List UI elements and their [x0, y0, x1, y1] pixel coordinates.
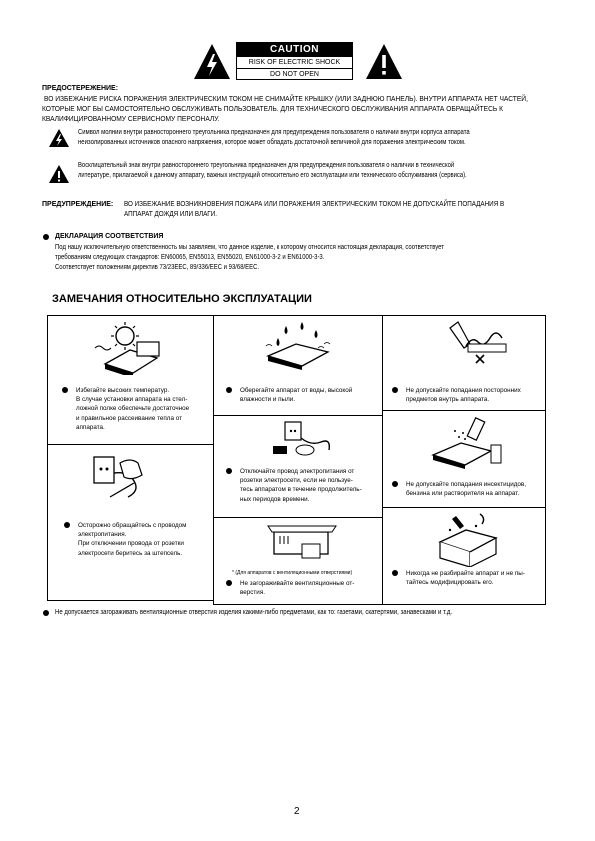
cell-disassembly-line-1: Никогда не разбирайте аппарат и не пы-	[406, 570, 525, 577]
foreign-objects-illustration	[440, 320, 510, 365]
cell-heat-line-4: и правильное рассеивание тепла от	[76, 414, 182, 422]
cell-heat-line-2: В случае установки аппарата на стел-	[76, 396, 188, 404]
caution-label	[236, 42, 353, 80]
bullet-icon	[226, 468, 232, 474]
cell-cord-line-1: Осторожно обращайтесь с проводом	[78, 522, 187, 529]
power-cord-handling-illustration	[90, 453, 165, 508]
cell-cord	[78, 521, 187, 558]
grid-divider-2	[382, 315, 383, 605]
bullet-icon	[226, 580, 232, 586]
cell-unplug	[240, 467, 362, 504]
cell-ventilation-line-2: верстия.	[240, 589, 265, 597]
warning-line-1: ВО ИЗБЕЖАНИЕ РИСКА ПОРАЖЕНИЯ ЭЛЕКТРИЧЕСКИМ ТОКОМ НЕ СНИМАЙТЕ КРЫШКУ (ИЛИ ЗАДНЮЮ ПАНЕЛЬ). ВНУТРИ АППАРАТА НЕТ ЧАСТЕЙ,	[44, 96, 528, 103]
conformity-line-3: Соответствует положениям директив 73/23EEC, 89/336/EEC и 93/68/EEC.	[55, 264, 260, 271]
cell-disassembly	[406, 569, 525, 587]
fire-warning-line-1: ВО ИЗБЕЖАНИЕ ВОЗНИКНОВЕНИЯ ПОЖАРА ИЛИ ПОРАЖЕНИЯ ЭЛЕКТРИЧЕСКИМ ТОКОМ НЕ ДОПУСКАЙТЕ ПОПАДАНИЯ В	[124, 201, 505, 208]
bottom-note: Не допускается загораживать вентиляционные отверстия изделия какими-либо предметами, как то: газетами, скатертями, занавесками и т.д.	[55, 609, 453, 616]
cell-foreign	[406, 386, 521, 404]
cell-unplug-line-4: ных периодов времени.	[240, 495, 310, 503]
caution-line-2: DO NOT OPEN	[237, 68, 352, 79]
grid-bottom-left	[47, 600, 213, 601]
cell-insecticide-line-1: Не допускайте попадания инсектицидов,	[406, 481, 527, 488]
cell-water	[240, 386, 352, 404]
cell-cord-line-4: электросети беритесь за штепсель.	[78, 549, 183, 557]
cell-heat-line-3: ложной полке обеспечьте достаточное	[76, 405, 190, 413]
grid-top-line	[47, 315, 546, 316]
cell-unplug-line-2: розетки электросети, если не пользуе-	[240, 477, 353, 485]
caution-line-1: RISK OF ELECTRIC SHOCK	[248, 59, 341, 66]
exclamation-explain-1: Восклицательный знак внутри равностороннего треугольника предназначен для предупреждения пользователя о наличии в технической	[78, 162, 455, 169]
caution-title: CAUTION	[237, 43, 352, 57]
water-dust-illustration	[258, 320, 343, 370]
cell-ventilation	[240, 579, 354, 597]
cell-disassembly-line-2: тайтесь модифицировать его.	[406, 579, 494, 587]
grid-left-hline	[47, 444, 213, 445]
cell-water-line-2: влажности и пыли.	[240, 396, 296, 404]
cell-ventilation-line-1: Не загораживайте вентиляционные от-	[240, 580, 355, 587]
lightning-warning-icon	[192, 42, 232, 82]
cell-cord-line-3: При отключении провода от розетки	[78, 540, 184, 548]
bullet-icon	[392, 570, 398, 576]
heat-source-illustration	[85, 320, 180, 375]
conformity-heading: ДЕКЛАРАЦИЯ СООТВЕТСТВИЯ	[55, 233, 164, 240]
conformity-bullet	[43, 234, 49, 240]
cell-foreign-line-2: предметов внутрь аппарата.	[406, 396, 490, 404]
disassembly-illustration	[432, 512, 507, 567]
grid-bottom-right	[213, 604, 546, 605]
ventilation-footnote: * (Для аппаратов с вентиляционными отверстиями)	[232, 570, 353, 576]
bullet-icon	[226, 387, 232, 393]
bullet-icon	[392, 387, 398, 393]
grid-right-line	[545, 315, 546, 605]
cell-heat-line-1: Избегайте высоких температур.	[76, 387, 170, 394]
grid-right-hline-2	[382, 507, 545, 508]
lightning-explain-1: Символ молнии внутри равностороннего треугольника предназначен для предупреждения пользователя о наличии внутри корпуса аппарата	[78, 129, 470, 136]
grid-mid-hline-1	[213, 415, 382, 416]
bullet-icon	[392, 481, 398, 487]
warning-heading: ПРЕДОСТЕРЕЖЕНИЕ:	[42, 85, 119, 92]
bullet-icon	[62, 387, 68, 393]
insecticide-illustration	[425, 415, 505, 470]
fire-warning-label: ПРЕДУПРЕЖДЕНИЕ:	[42, 201, 114, 208]
cell-insecticide	[406, 480, 526, 498]
bottom-note-bullet	[43, 610, 49, 616]
lightning-triangle-icon	[48, 128, 70, 148]
cell-cord-line-2: электропитания.	[78, 531, 127, 539]
warning-line-3: КВАЛИФИЦИРОВАННОМУ СЕРВИСНОМУ ПЕРСОНАЛУ.	[42, 116, 220, 123]
ventilation-illustration	[262, 522, 342, 564]
grid-mid-hline-2	[213, 517, 382, 518]
lightning-explain-2: неизолированных источников опасного напряжения, которое может обладать достаточной величиной для поражения электрическим током.	[78, 139, 466, 146]
cell-heat-line-5: аппарата.	[76, 423, 105, 431]
exclamation-triangle-icon	[48, 164, 70, 184]
cell-unplug-line-3: тесь аппаратом в течение продолжитель-	[240, 486, 362, 494]
grid-left-line	[47, 315, 48, 601]
page-number: 2	[294, 806, 300, 817]
cell-heat	[76, 386, 189, 432]
conformity-line-2: требованиям следующих стандартов: EN60065, EN55013, EN55020, EN61000-3-2 и EN61000-3-3.	[55, 254, 325, 261]
power-cord-unplug-illustration	[265, 420, 335, 460]
exclamation-explain-2: литературе, прилагаемой к данному аппарату, важных инструкций относительно его эксплуатации или технического обслуживания (сервиса).	[78, 172, 467, 179]
grid-right-hline-1	[382, 410, 545, 411]
fire-warning-line-2: АППАРАТ ДОЖДЯ ИЛИ ВЛАГИ.	[124, 211, 217, 218]
notes-title: ЗАМЕЧАНИЯ ОТНОСИТЕЛЬНО ЭКСПЛУАТАЦИИ	[52, 293, 312, 305]
cell-water-line-1: Оберегайте аппарат от воды, высокой	[240, 387, 353, 394]
cell-unplug-line-1: Отключайте провод электропитания от	[240, 468, 355, 475]
warning-line-2: КОТОРЫЕ МОГ БЫ САМОСТОЯТЕЛЬНО ОБСЛУЖИВАТЬ ПОЛЬЗОВАТЕЛЬ. ДЛЯ ТЕХНИЧЕСКОГО ОБСЛУЖИВАНИЯ АППАРАТА ОБРАЩАЙТЕСЬ К	[42, 106, 504, 113]
cell-insecticide-line-2: бензина или растворителя на аппарат.	[406, 490, 520, 498]
exclamation-warning-icon	[364, 42, 404, 82]
bullet-icon	[64, 522, 70, 528]
conformity-line-1: Под нашу исключительную ответственность мы заявляем, что данное изделие, к которому относится настоящая декларация, соответствует	[55, 244, 444, 251]
grid-divider-1	[213, 315, 214, 605]
cell-foreign-line-1: Не допускайте попадания посторонних	[406, 387, 521, 394]
